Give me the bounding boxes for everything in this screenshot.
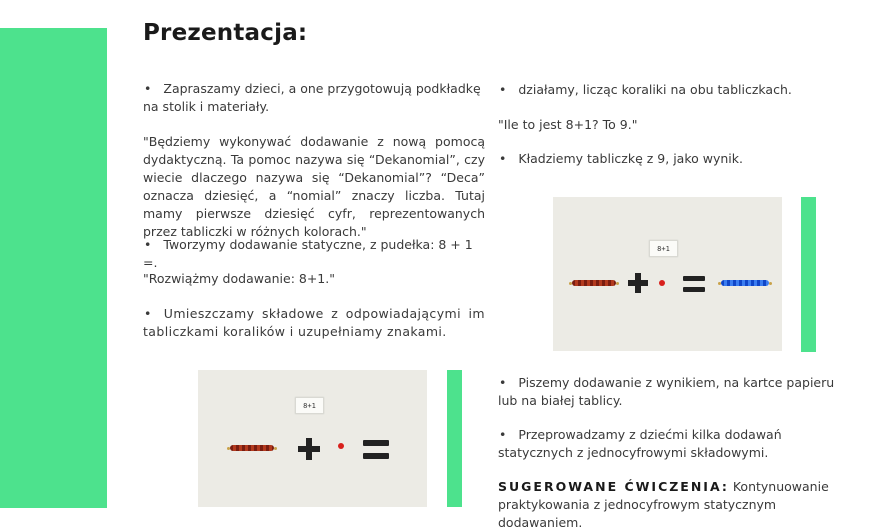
equals-sign bbox=[363, 440, 389, 459]
accent-bar-bottom-photo bbox=[447, 370, 462, 507]
photo-addition-setup bbox=[198, 370, 427, 507]
right-bullet-4: • Przeprowadzamy z dziećmi kilka dodawań statycznych z jednocyfrowymi składowymi. bbox=[498, 426, 843, 462]
right-bullet-2: • Kładziemy tabliczkę z 9, jako wynik. bbox=[498, 150, 843, 168]
left-bullet-1: • Zapraszamy dzieci, a one przygotowują podkładkę na stolik i materiały. bbox=[143, 80, 485, 116]
bead-cap bbox=[274, 447, 277, 450]
suggested-exercises bbox=[498, 478, 843, 532]
bead-bar-1 bbox=[338, 443, 344, 449]
bead-bar-9 bbox=[721, 280, 769, 286]
left-quote-dekanomial: "Będziemy wykonywać dodawanie z nową pomocą dydaktyczną. Ta pomoc nazywa się “Dekanomial”, czy wiecie dlaczego nazywa się “Dekanomial”? “Deca” oznacza dziesięć, a “nomial” znaczy liczba. Tutaj mamy pierwsze dziesięć cyfr, reprezentowanych przez tabliczki w różnych kolorach." bbox=[143, 134, 485, 239]
left-bullet-2: • Tworzymy dodawanie statyczne, z pudełka: 8 + 1 =. bbox=[143, 236, 485, 272]
accent-bar-left bbox=[0, 28, 107, 508]
right-bullet-3: • Piszemy dodawanie z wynikiem, na kartce papieru lub na białej tablicy. bbox=[498, 374, 843, 410]
plus-sign bbox=[298, 438, 320, 460]
suggested-exercises-label: SUGEROWANE ĆWICZENIA: bbox=[498, 479, 729, 494]
bead-bar-8 bbox=[230, 445, 274, 451]
bead-cap bbox=[616, 282, 619, 285]
left-quote-solve: "Rozwiążmy dodawanie: 8+1." bbox=[143, 271, 335, 286]
right-quote-answer: "Ile to jest 8+1? To 9." bbox=[498, 117, 638, 132]
bead-bar-1 bbox=[659, 280, 665, 286]
bead-bar-8 bbox=[572, 280, 616, 286]
accent-bar-top-photo bbox=[801, 197, 816, 352]
equation-card: 8+1 bbox=[649, 240, 678, 257]
bead-cap bbox=[769, 282, 772, 285]
page-title: Prezentacja: bbox=[143, 20, 308, 46]
photo-addition-with-result bbox=[553, 197, 782, 351]
right-bullet-1: • działamy, licząc koraliki na obu tabliczkach. bbox=[498, 81, 843, 99]
equals-sign bbox=[683, 276, 705, 293]
equation-card: 8+1 bbox=[295, 397, 324, 414]
left-bullet-3: • Umieszczamy składowe z odpowiadającymi im tabliczkami koralików i uzupełniamy znakami. bbox=[143, 305, 485, 341]
suggested-exercises-text: Kontynuowanie praktykowania z jednocyfrowym statycznym dodawaniem. bbox=[498, 479, 829, 530]
plus-sign bbox=[628, 273, 648, 293]
